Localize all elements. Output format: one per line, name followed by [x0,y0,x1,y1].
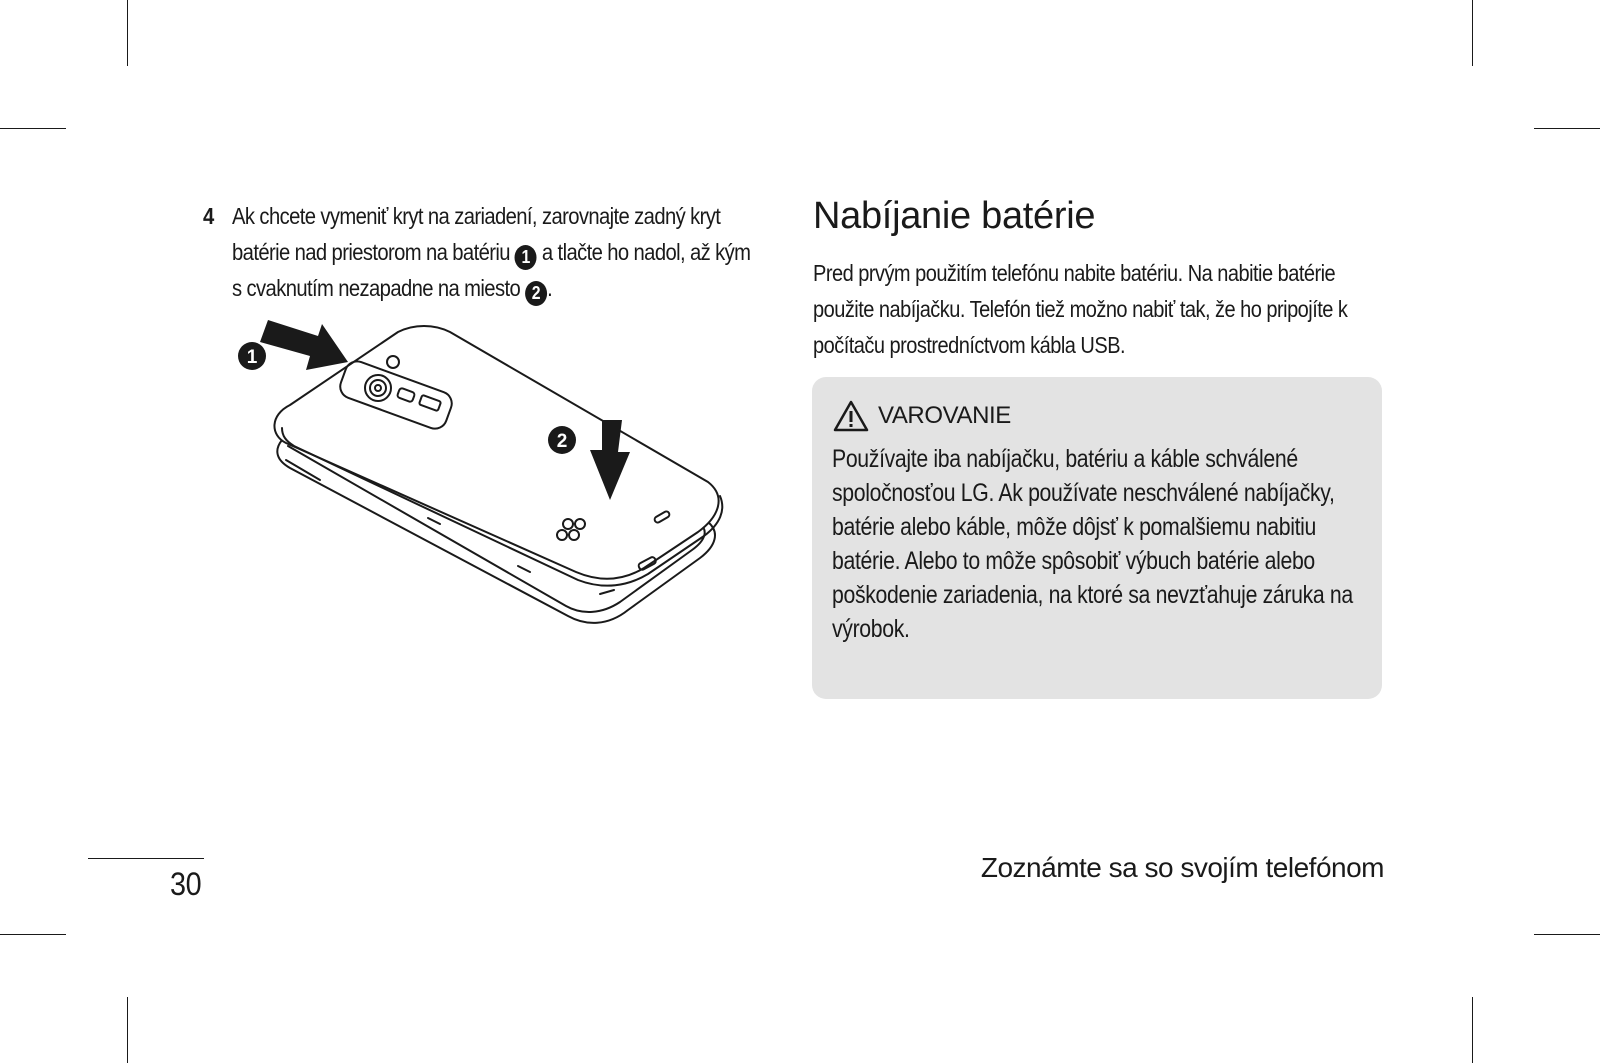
section-heading: Nabíjanie batérie [813,195,1096,237]
crop-mark [1472,0,1473,66]
crop-mark [1534,128,1600,129]
crop-mark [127,997,128,1063]
warning-header [832,399,1011,433]
step-text [232,198,760,306]
step-badge-1: 1 [515,245,537,270]
figure-marker-1: 1 [246,347,258,368]
step-text-end: . [547,275,553,301]
crop-mark [127,0,128,66]
crop-mark [0,934,66,935]
phone-back-cover-illustration [230,310,750,640]
step-text-part1: Ak chcete vymeniť kryt na zariadení, zarovnajte zadný kryt batérie nad priestorom na batériu [232,203,721,265]
arrow-1 [260,320,348,370]
page-number: 30 [170,866,202,902]
section-intro: Pred prvým použitím telefónu nabite batériu. Na nabitie batérie použite nabíjačku. Telefón tiež možno nabiť tak, že ho pripojíte k počítaču prostredníctvom kábla USB. [813,260,1348,358]
crop-mark [0,128,66,129]
warning-text: Používajte iba nabíjačku, batériu a káble schválené spoločnosťou LG. Ak používate neschválené nabíjačky, batérie alebo káble, môže dôjsť k pomalšiemu nabitiu batérie. Alebo to môže spôsobiť výbuch batérie alebo poškodenie zariadenia, na ktoré sa nevzťahuje záruka na výrobok. [832,445,1353,643]
crop-mark [1472,997,1473,1063]
footer-rule [88,858,204,859]
footer-section-name: Zoznámte sa so svojím telefónom [980,852,1384,883]
warning-title: VAROVANIE [878,402,1011,429]
warning-box [812,377,1382,699]
step-text-part2: a tlačte ho nadol, až kým s cvaknutím nezapadne na miesto [232,239,751,301]
step-number: 4 [203,203,214,229]
warning-icon [832,399,870,433]
crop-mark [1534,934,1600,935]
step-badge-2: 2 [525,281,547,306]
figure-marker-2: 2 [556,431,568,452]
